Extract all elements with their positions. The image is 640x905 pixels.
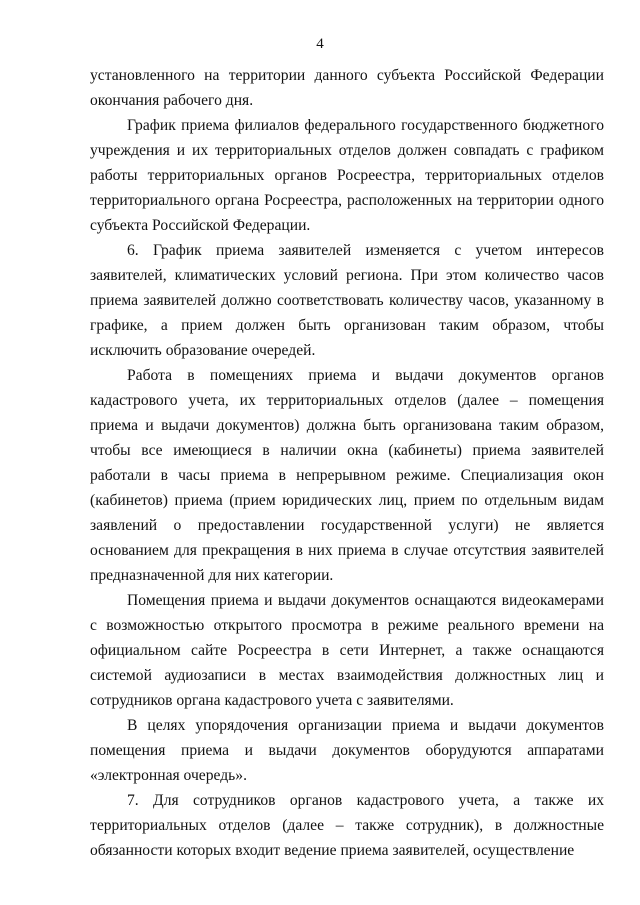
page-number: 4 [316,36,324,52]
paragraph: установленного на территории данного субъекта Российской Федерации окончания рабочего дня. [90,67,604,109]
paragraph: В целях упорядочения организации приема и выдачи документов помещения приема и выдачи документов оборудуются аппаратами «электронная очередь». [90,717,604,784]
document-body [90,63,604,863]
paragraph: 6. График приема заявителей изменяется с учетом интересов заявителей, климатических условий региона. При этом количество часов приема заявителей должно соответствовать количеству часов, указанному в графике, а прием должен быть организован таким образом, чтобы исключить образование очередей. [90,242,604,359]
paragraph: График приема филиалов федерального государственного бюджетного учреждения и их территориальных отделов должен совпадать с графиком работы территориальных органов Росреестра, территориальных отделов территориального органа Росреестра, расположенных на территории одного субъекта Российской Федерации. [90,117,604,234]
paragraph: Работа в помещениях приема и выдачи документов органов кадастрового учета, их территориальных отделов (далее – помещения приема и выдачи документов) должна быть организована таким образом, чтобы все имеющиеся в наличии окна (кабинеты) приема заявителей работали в часы приема в непрерывном режиме. Специализация окон (кабинетов) приема (прием юридических лиц, прием по отдельным видам заявлений о предоставлении государственной услуги) не является основанием для прекращения в них приема в случае отсутствия заявителей предназначенной для них категории. [90,367,604,584]
paragraph: Помещения приема и выдачи документов оснащаются видеокамерами с возможностью открытого просмотра в режиме реального времени на официальном сайте Росреестра в сети Интернет, а также оснащаются системой аудиозаписи в местах взаимодействия должностных лиц и сотрудников органа кадастрового учета с заявителями. [90,592,604,709]
paragraph: 7. Для сотрудников органов кадастрового учета, а также их территориальных отделов (далее – также сотрудник), в должностные обязанности которых входит ведение приема заявителей, осуществление [90,792,604,859]
